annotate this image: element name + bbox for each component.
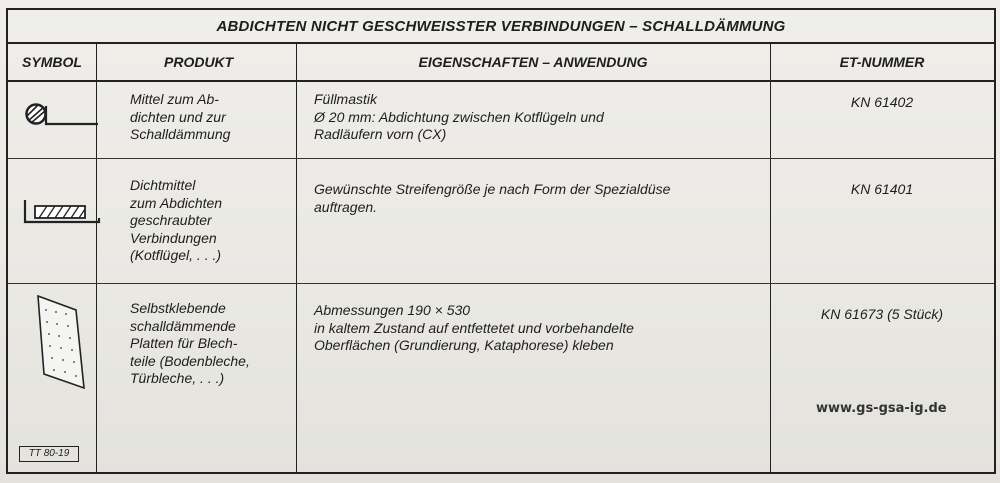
header-product xyxy=(96,44,296,82)
product-text: Dichtmittel zum Abdichten geschraubter Verbindungen (Kotflügel, . . .) xyxy=(130,177,223,263)
column-divider xyxy=(296,44,297,472)
header-properties-label: EIGENSCHAFTEN – ANWENDUNG xyxy=(418,54,648,70)
et-number-text: KN 61402 xyxy=(850,94,914,110)
properties-text: Füllmastik Ø 20 mm: Abdichtung zwischen Kotflügeln und Radläufern vorn (CX) xyxy=(314,91,604,142)
reference-box: TT 80-19 xyxy=(19,446,79,462)
properties-text: Abmessungen 190 × 530 in kaltem Zustand auf entfettetet und vorbehandelte Oberflächen (Grundierung, Kataphorese) kleben xyxy=(314,302,634,353)
properties-text: Gewünschte Streifengröße je nach Form der Spezialdüse auftragen. xyxy=(314,181,671,215)
header-et-number xyxy=(770,44,994,82)
watermark-url: www.gs-gsa-ig.de xyxy=(816,401,947,416)
table-title: ABDICHTEN NICHT GESCHWEISSTER VERBINDUNGEN – SCHALLDÄMMUNG xyxy=(8,10,994,44)
flat-sealant-strip-icon xyxy=(21,200,99,230)
row-divider xyxy=(8,158,994,159)
adhesive-damping-plate-icon xyxy=(32,294,92,390)
header-et-number-label: ET-NUMMER xyxy=(839,54,925,70)
header-symbol-label: SYMBOL xyxy=(22,54,82,70)
et-number-text: KN 61401 xyxy=(850,181,914,197)
sealant-table xyxy=(6,8,996,474)
product-text: Selbstklebende schalldämmende Platten für Blech- teile (Bodenbleche, Türbleche, . . .) xyxy=(130,300,250,386)
header-properties xyxy=(296,44,770,82)
header-product-label: PRODUKT xyxy=(164,54,234,70)
round-sealant-bead-icon xyxy=(22,100,98,140)
et-number-text: KN 61673 (5 Stück) xyxy=(820,306,944,322)
product-text: Mittel zum Ab- dichten und zur Schalldämmung xyxy=(130,91,231,142)
header-symbol xyxy=(8,44,96,82)
row-divider xyxy=(8,283,994,284)
